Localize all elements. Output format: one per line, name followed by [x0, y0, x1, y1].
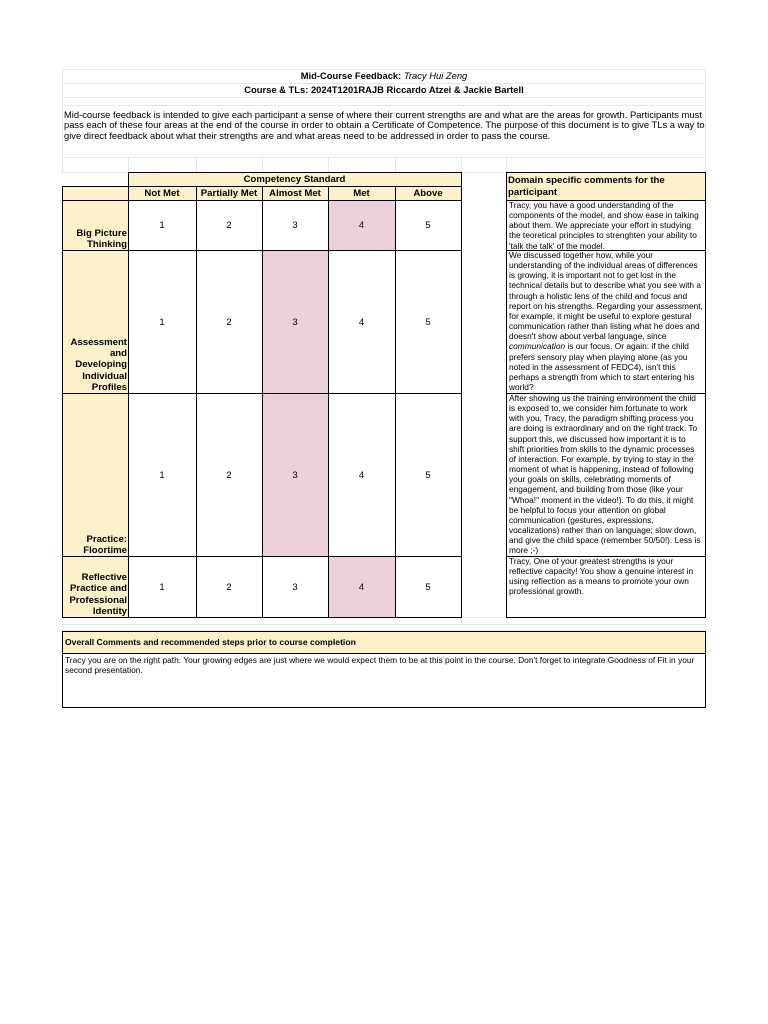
score-cell: 1 — [159, 581, 165, 593]
title-label: Mid-Course Feedback: — [300, 70, 402, 81]
column-header-above: Above — [413, 188, 443, 199]
comment-text: We discussed together how, while your understanding of the individual areas of differences is growing, it is important not to get lost in the technical details but to describe what you see with a through a holistic lens of the child and focus and report on his strengths. Regarding your assessment, for example, it might be useful to explore gestural communication rather than listing what he does and doesn't show about verbal language, since — [509, 250, 703, 342]
comments-header: Domain specific comments for the participant — [508, 175, 665, 198]
participant-name: Tracy Hui Zeng — [403, 70, 468, 81]
row-label-practice-floortime: Practice: Floortime — [83, 533, 127, 556]
column-header-not-met: Not Met — [144, 188, 180, 199]
score-cell: 3 — [292, 581, 298, 593]
column-header-almost-met: Almost Met — [269, 188, 321, 199]
score-cell-selected: 3 — [292, 316, 298, 328]
score-cell: 5 — [425, 220, 431, 231]
score-cell: 5 — [425, 469, 431, 481]
comment-text: is our focus. Or again: if the child prefers sensory play when playing alone (as you noted in the assessment of FEDC4), isn't this perhaps a strength from which to start entering his world? — [509, 341, 695, 393]
score-cell: 5 — [425, 316, 431, 328]
score-cell: 2 — [226, 581, 232, 593]
comment-practice-floortime: After showing us the training environment the child is exposed to, we consider him fortunate to work with you, Tracy, the paradigm shifting process you are doing is extraordinary and on the right track. To support this, we discussed how important it is to shift priorities from skills to the dynamic processes of interaction. For example, by trying to stay in the moment of what is happening, instead of following your goals on skills, celebrating moments of engagement, and building from those (like your "Whoa!" moment in the video!). To do this, it might be helpful to focus your attention on global communication (gestures, expressions, vocalizations) rather than on language; slow down, and give the child space (remember 50/50!). Less is more ;-) — [509, 393, 701, 556]
score-cell: 1 — [159, 469, 165, 481]
row-label-reflective-practice: Reflective Practice and Professional Identity — [69, 572, 127, 617]
comment-reflective-practice: Tracy, One of your greatest strengths is your reflective capacity! You show a genuine interest in using reflection as a means to promote your own professional growth. — [509, 556, 694, 597]
row-label-big-picture: Big Picture Thinking — [76, 227, 127, 250]
score-cell: 2 — [226, 220, 232, 231]
score-cell: 4 — [358, 469, 365, 481]
score-cell-selected: 4 — [358, 581, 365, 593]
score-cell: 2 — [226, 316, 232, 328]
comment-assessment — [507, 250, 705, 393]
row-label-assessment: Assessment and Developing Individual Profiles — [70, 336, 127, 393]
competency-standard-header: Competency Standard — [243, 174, 346, 185]
score-cell: 3 — [292, 220, 298, 231]
score-cell: 1 — [159, 316, 165, 328]
comment-big-picture: Tracy, you have a good understanding of the components of the model, and show ease in talking about them. We appreciate your effort in studying the teoretical principles to strenghten your ability to 'talk the talk' of the model. — [509, 200, 699, 250]
overall-comments-text: Tracy you are on the right path. Your growing edges are just where we would expect them to be at this point in the course. Don't forget to integrate Goodness of Fit in your second presentation. — [65, 655, 695, 675]
score-cell: 2 — [226, 469, 232, 481]
column-header-met: Met — [353, 188, 370, 199]
score-cell: 4 — [358, 316, 365, 328]
score-cell-selected: 4 — [358, 220, 365, 231]
course-line: Course & TLs: 2024T1201RAJB Riccardo Atzei & Jackie Bartell — [244, 84, 524, 95]
overall-comments-header: Overall Comments and recommended steps prior to course completion — [65, 637, 356, 647]
comment-emphasis: communication — [509, 341, 566, 352]
score-cell-selected: 3 — [292, 469, 298, 481]
page-title — [62, 71, 706, 82]
score-cell: 5 — [425, 581, 431, 593]
intro-text: Mid-course feedback is intended to give each participant a sense of where their current strengths are and what are the areas for growth. Participants must pass each of these four areas at the end of the course in order to obtain a Certificate of Competence. The purpose of this document is to give TLs a way to give direct feedback about what their strengths are and what areas need to be addressed in order to pass the course. — [64, 109, 705, 141]
score-cell: 1 — [159, 220, 165, 231]
column-header-partially-met: Partially Met — [200, 188, 258, 199]
